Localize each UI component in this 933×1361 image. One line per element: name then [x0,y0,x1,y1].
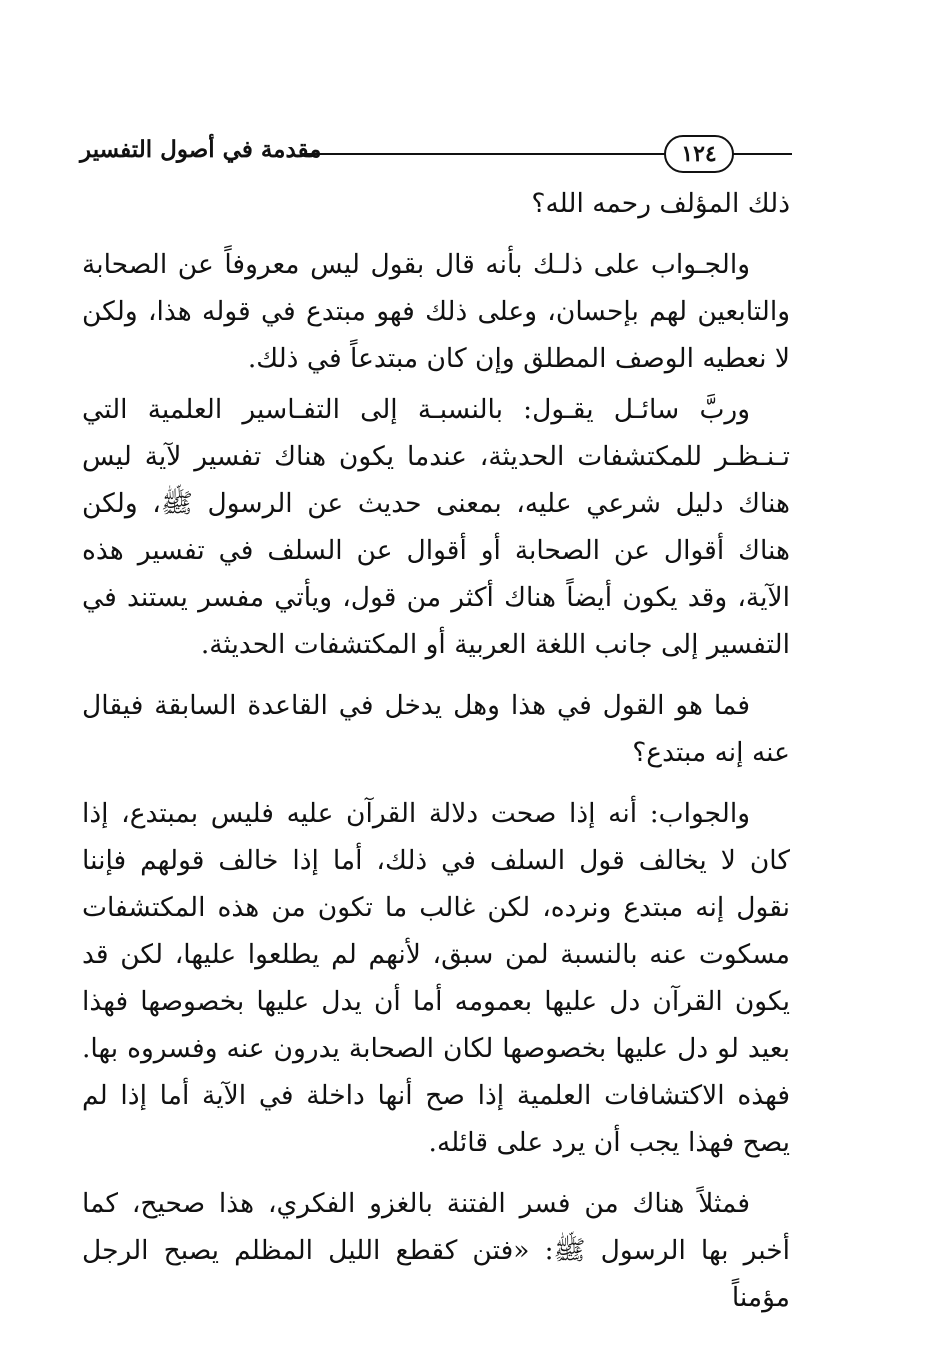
paragraph-answer-2: والجواب: أنه إذا صحت دلالة القرآن عليه فليس بمبتدع، إذا كان لا يخالف قول السلف في ذلك، أما إذا خالف قولهم فإننا نقول إنه مبتدع ونرده، لكن غالب ما تكون من هذه المكتشفات مسكوت عنه بالنسبة لمن سبق، لأنهم لم يطلعوا عليها، لكن قد يكون القرآن دل عليها بعمومه أما أن يدل عليها بخصوصها فهذا بعيد لو دل عليها بخصوصها لكان الصحابة يدرون عنه وفسروه بها. فهذه الاكتشافات العلمية إذا صح أنها داخلة في الآية أما إذا لم يصح فهذا يجب أن يرد على قائله. [82,798,790,1158]
paragraph-answer-1: والجـواب على ذلـك بأنه قال بقول ليس معروفاً عن الصحابة والتابعين لهم بإحسان، وعلى ذلك فهو مبتدع في قوله هذا، ولكن لا نعطيه الوصف المطلق وإن كان مبتدعاً في ذلك. [82,249,790,374]
paragraph-example: فمثلاً هناك من فسر الفتنة بالغزو الفكري، هذا صحيح، كما أخبر بها الرسول ﷺ: «فتن كقطع الليل المظلم يصبح الرجل مؤمناً [82,1188,790,1313]
running-header [80,128,792,180]
book-title: مقدمة في أصول التفسير [80,136,322,163]
page-number: ١٢٤ [664,135,734,173]
paragraph-question-followup: فما هو القول في هذا وهل يدخل في القاعدة السابقة فيقال عنه إنه مبتدع؟ [82,690,790,768]
paragraph-continuation: ذلك المؤلف رحمه الله؟ [531,188,790,219]
page-body [82,180,790,1321]
header-rule-right [730,153,792,155]
paragraph-question: وربَّ سائـل يقـول: بالنسبـة إلى التفـاسير العلمية التي تـنـظـر للمكتشفات الحديثة، عندما يكون هناك تفسير لآية ليس هناك دليل شرعي عليه، بمعنى حديث عن الرسول ﷺ، ولكن هناك أقوال عن الصحابة أو أقوال عن السلف في تفسير هذه الآية، وقد يكون أيضاً هناك أكثر من قول، ويأتي مفسر يستند في التفسير إلى جانب اللغة العربية أو المكتشفات الحديثة. [82,394,790,660]
